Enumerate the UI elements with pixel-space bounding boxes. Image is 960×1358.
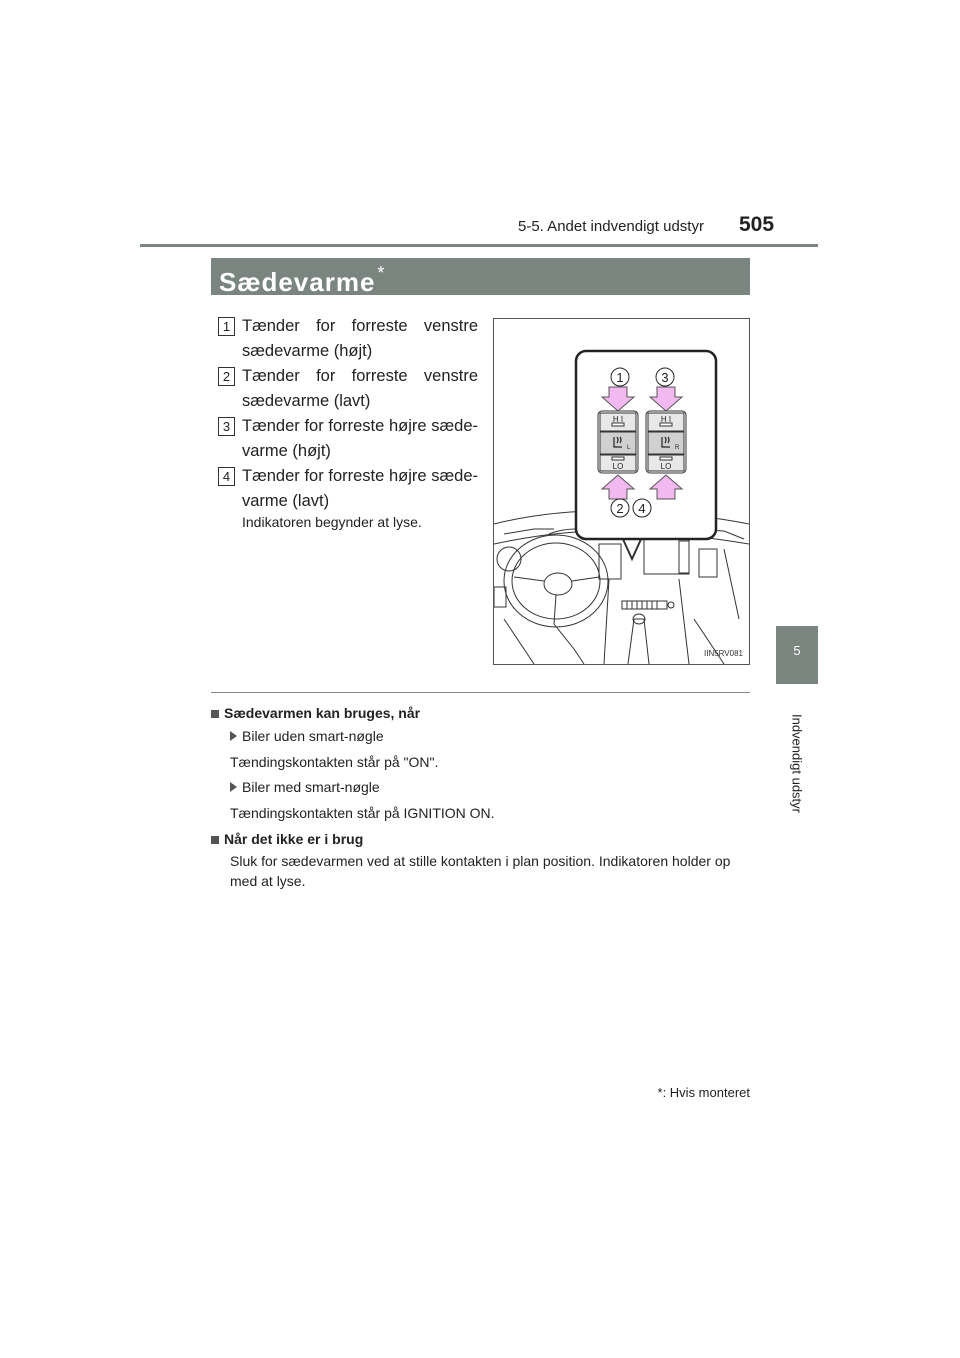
list-item	[218, 464, 478, 514]
title-asterisk: *	[377, 263, 386, 283]
header-rule	[140, 244, 818, 247]
list-item	[218, 364, 478, 414]
note-heading-usable	[211, 705, 420, 721]
page-number: 505	[739, 213, 775, 236]
item-number: 4	[218, 467, 235, 486]
item-number: 2	[218, 367, 235, 386]
square-bullet-icon	[211, 836, 219, 844]
switch-side-right: R	[675, 445, 680, 451]
not-in-use-detail: Sluk for sædevarmen ved at stille kontakten i plan position. Indikatoren holder op med at lyse.	[230, 853, 731, 889]
triangle-bullet-icon	[230, 731, 237, 741]
item-number: 1	[218, 317, 235, 336]
note-heading-usable-text: Sædevarmen kan bruges, når	[224, 705, 421, 721]
callout-1: 1	[616, 370, 624, 385]
switch-side-left: L	[627, 445, 631, 451]
section-title	[219, 263, 385, 298]
item-text: Tænder for forreste højre sæde- varme (højt)	[242, 417, 478, 460]
triangle-bullet-icon	[230, 782, 237, 792]
condition-smart-key-detail: Tændingskontakten står på IGNITION ON.	[230, 805, 495, 821]
list-item	[218, 314, 478, 364]
condition-smart-key-text: Biler med smart-nøgle	[242, 779, 380, 795]
switch-lo-right-label: LO	[660, 462, 672, 471]
square-bullet-icon	[211, 710, 219, 718]
item-text: Tænder for forreste venstre sædevarme (højt)	[242, 317, 478, 360]
item-text: Tænder for forreste højre sæde- varme (lavt)	[242, 467, 478, 510]
callout-2: 2	[616, 501, 624, 516]
section-divider	[211, 692, 750, 693]
switch-hi-left-label: H I	[612, 415, 624, 424]
figure-code: IIN5RV081	[704, 649, 743, 658]
item-text: Tænder for forreste venstre sædevarme (lavt)	[242, 367, 478, 410]
section-title-bar	[211, 258, 750, 295]
section-title-text: Sædevarme	[219, 267, 376, 297]
header-section-title: 5-5. Andet indvendigt udstyr	[518, 218, 704, 235]
condition-smart-key	[230, 779, 380, 795]
indicator-note: Indikatoren begynder at lyse.	[242, 514, 422, 530]
condition-no-smart-key-detail: Tændingskontakten står på "ON".	[230, 754, 439, 770]
switch-lo-left-label: LO	[612, 462, 624, 471]
note-heading-not-in-use	[211, 831, 363, 847]
note-heading-not-in-use-text: Når det ikke er i brug	[224, 831, 364, 847]
dashboard-drawing	[494, 319, 749, 664]
switch-hi-right-label: H I	[660, 415, 672, 424]
seat-heater-illustration	[493, 318, 750, 665]
condition-no-smart-key-text: Biler uden smart-nøgle	[242, 728, 384, 744]
condition-no-smart-key	[230, 728, 384, 744]
footnote: *: Hvis monteret	[657, 1085, 750, 1100]
item-number: 3	[218, 417, 235, 436]
chapter-tab: 5	[776, 626, 818, 684]
callout-4: 4	[638, 501, 646, 516]
callout-3: 3	[661, 370, 669, 385]
list-item	[218, 414, 478, 464]
chapter-label: Indvendigt udstyr	[789, 713, 805, 813]
